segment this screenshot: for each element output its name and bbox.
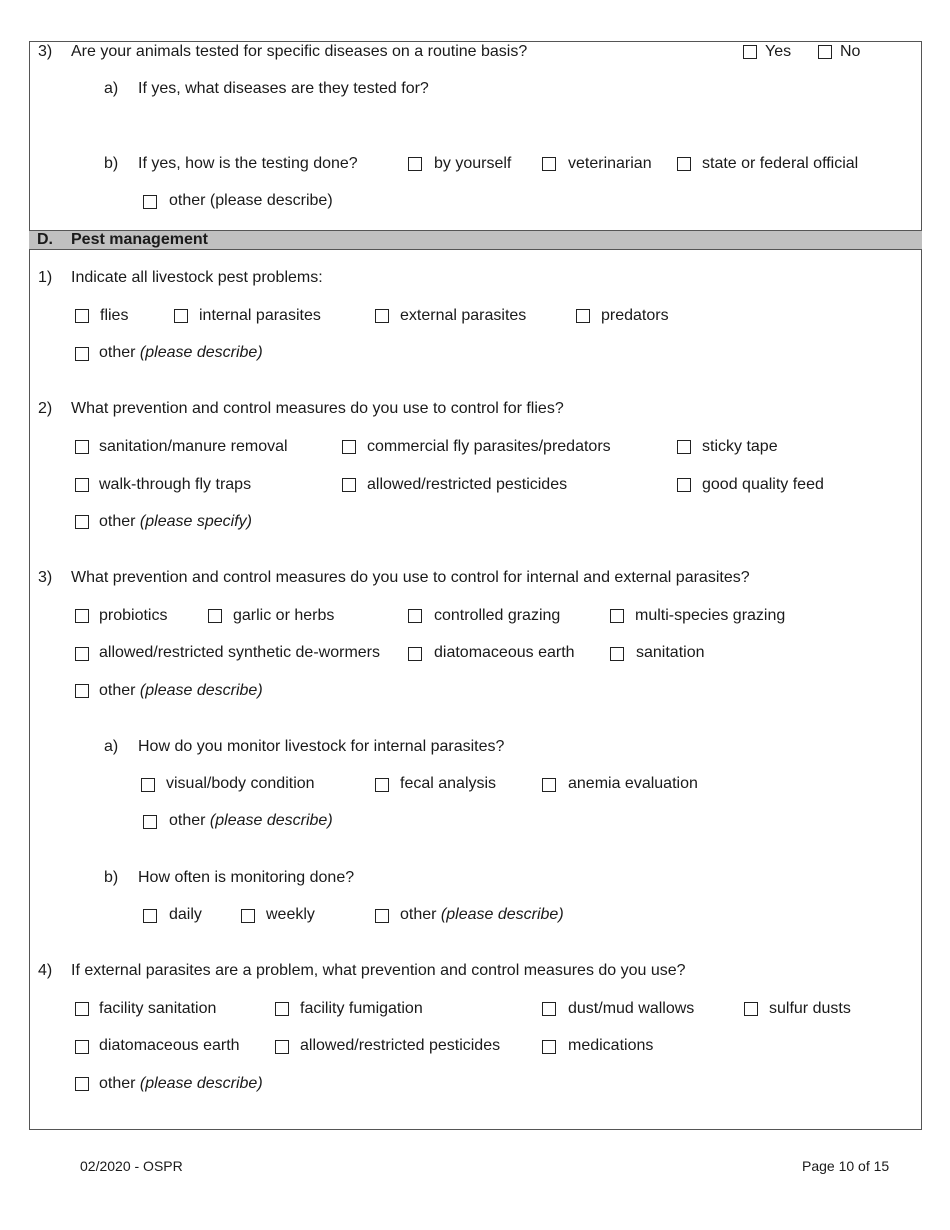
internal-parasites-label: internal parasites xyxy=(199,307,321,324)
testing-other-label: other (please describe) xyxy=(169,192,333,209)
question-text: Indicate all livestock pest problems: xyxy=(71,269,323,286)
sanitation-manure-checkbox[interactable] xyxy=(75,440,89,454)
monitor-other-checkbox[interactable] xyxy=(143,815,157,829)
daily-label: daily xyxy=(169,906,202,923)
no-checkbox[interactable] xyxy=(818,45,832,59)
monitor-other-label: other (please describe) xyxy=(169,812,333,829)
probiotics-label: probiotics xyxy=(99,607,168,624)
probiotics-checkbox[interactable] xyxy=(75,609,89,623)
yes-checkbox[interactable] xyxy=(743,45,757,59)
frequency-other-label: other (please describe) xyxy=(400,906,564,923)
by-yourself-checkbox[interactable] xyxy=(408,157,422,171)
ext-diatomaceous-earth-label: diatomaceous earth xyxy=(99,1037,240,1054)
sanitation-checkbox[interactable] xyxy=(610,647,624,661)
question-text: Are your animals tested for specific diseases on a routine basis? xyxy=(71,43,528,60)
commercial-fly-checkbox[interactable] xyxy=(342,440,356,454)
visual-body-checkbox[interactable] xyxy=(141,778,155,792)
question-text: What prevention and control measures do you use to control for internal and external parasites? xyxy=(71,569,750,586)
subquestion-text: How often is monitoring done? xyxy=(138,869,355,886)
state-federal-checkbox[interactable] xyxy=(677,157,691,171)
commercial-fly-label: commercial fly parasites/predators xyxy=(367,438,611,455)
footer-revision: 02/2020 - OSPR xyxy=(80,1158,183,1174)
subquestion-text: If yes, how is the testing done? xyxy=(138,155,358,172)
dewormers-checkbox[interactable] xyxy=(75,647,89,661)
question-number: 4) xyxy=(38,962,53,979)
dewormers-label: allowed/restricted synthetic de-wormers xyxy=(99,644,380,661)
yes-label: Yes xyxy=(765,43,792,60)
visual-body-label: visual/body condition xyxy=(166,775,315,792)
predators-checkbox[interactable] xyxy=(576,309,590,323)
fly-traps-checkbox[interactable] xyxy=(75,478,89,492)
sulfur-dusts-label: sulfur dusts xyxy=(769,1000,851,1017)
pesticides-checkbox[interactable] xyxy=(342,478,356,492)
ext-other-checkbox[interactable] xyxy=(75,1077,89,1091)
footer-page-number: Page 10 of 15 xyxy=(802,1158,890,1174)
subquestion-letter: b) xyxy=(104,869,119,886)
flies-checkbox[interactable] xyxy=(75,309,89,323)
weekly-label: weekly xyxy=(266,906,315,923)
facility-fumigation-checkbox[interactable] xyxy=(275,1002,289,1016)
garlic-herbs-checkbox[interactable] xyxy=(208,609,222,623)
fecal-analysis-label: fecal analysis xyxy=(400,775,497,792)
parasites-other-label: other (please describe) xyxy=(99,682,263,699)
pest-other-label: other (please describe) xyxy=(99,344,263,361)
question-number: 1) xyxy=(38,269,53,286)
multi-species-grazing-label: multi-species grazing xyxy=(635,607,786,624)
section-header xyxy=(29,230,922,250)
no-label: No xyxy=(840,43,861,60)
fecal-analysis-checkbox[interactable] xyxy=(375,778,389,792)
pest-other-checkbox[interactable] xyxy=(75,347,89,361)
ext-pesticides-checkbox[interactable] xyxy=(275,1040,289,1054)
sulfur-dusts-checkbox[interactable] xyxy=(744,1002,758,1016)
anemia-evaluation-label: anemia evaluation xyxy=(568,775,698,792)
sticky-tape-checkbox[interactable] xyxy=(677,440,691,454)
sticky-tape-label: sticky tape xyxy=(702,438,778,455)
question-number: 3) xyxy=(38,43,53,60)
external-parasites-checkbox[interactable] xyxy=(375,309,389,323)
subquestion-text: If yes, what diseases are they tested for? xyxy=(138,80,429,97)
subquestion-text: How do you monitor livestock for internal parasites? xyxy=(138,738,505,755)
quality-feed-label: good quality feed xyxy=(702,476,824,493)
section-title: Pest management xyxy=(71,231,208,248)
weekly-checkbox[interactable] xyxy=(241,909,255,923)
facility-fumigation-label: facility fumigation xyxy=(300,1000,423,1017)
section-letter: D. xyxy=(37,231,53,248)
diatomaceous-earth-label: diatomaceous earth xyxy=(434,644,575,661)
question-number: 2) xyxy=(38,400,53,417)
diatomaceous-earth-checkbox[interactable] xyxy=(408,647,422,661)
question-text: If external parasites are a problem, what prevention and control measures do you use? xyxy=(71,962,686,979)
subquestion-letter: b) xyxy=(104,155,119,172)
multi-species-grazing-checkbox[interactable] xyxy=(610,609,624,623)
predators-label: predators xyxy=(601,307,669,324)
facility-sanitation-label: facility sanitation xyxy=(99,1000,217,1017)
question-number: 3) xyxy=(38,569,53,586)
sanitation-manure-label: sanitation/manure removal xyxy=(99,438,288,455)
flies-other-checkbox[interactable] xyxy=(75,515,89,529)
ext-pesticides-label: allowed/restricted pesticides xyxy=(300,1037,501,1054)
internal-parasites-checkbox[interactable] xyxy=(174,309,188,323)
facility-sanitation-checkbox[interactable] xyxy=(75,1002,89,1016)
flies-other-label: other (please specify) xyxy=(99,513,252,530)
frequency-other-checkbox[interactable] xyxy=(375,909,389,923)
sanitation-label: sanitation xyxy=(636,644,705,661)
dust-mud-wallows-label: dust/mud wallows xyxy=(568,1000,695,1017)
testing-other-checkbox[interactable] xyxy=(143,195,157,209)
anemia-evaluation-checkbox[interactable] xyxy=(542,778,556,792)
fly-traps-label: walk-through fly traps xyxy=(99,476,252,493)
daily-checkbox[interactable] xyxy=(143,909,157,923)
controlled-grazing-checkbox[interactable] xyxy=(408,609,422,623)
external-parasites-label: external parasites xyxy=(400,307,527,324)
flies-label: flies xyxy=(100,307,129,324)
subquestion-letter: a) xyxy=(104,80,119,97)
ext-diatomaceous-earth-checkbox[interactable] xyxy=(75,1040,89,1054)
medications-label: medications xyxy=(568,1037,654,1054)
question-text: What prevention and control measures do you use to control for flies? xyxy=(71,400,564,417)
veterinarian-checkbox[interactable] xyxy=(542,157,556,171)
subquestion-letter: a) xyxy=(104,738,119,755)
ext-other-label: other (please describe) xyxy=(99,1075,263,1092)
parasites-other-checkbox[interactable] xyxy=(75,684,89,698)
controlled-grazing-label: controlled grazing xyxy=(434,607,561,624)
state-federal-label: state or federal official xyxy=(702,155,859,172)
dust-mud-wallows-checkbox[interactable] xyxy=(542,1002,556,1016)
medications-checkbox[interactable] xyxy=(542,1040,556,1054)
veterinarian-label: veterinarian xyxy=(568,155,652,172)
by-yourself-label: by yourself xyxy=(434,155,512,172)
quality-feed-checkbox[interactable] xyxy=(677,478,691,492)
pesticides-label: allowed/restricted pesticides xyxy=(367,476,568,493)
garlic-herbs-label: garlic or herbs xyxy=(233,607,335,624)
